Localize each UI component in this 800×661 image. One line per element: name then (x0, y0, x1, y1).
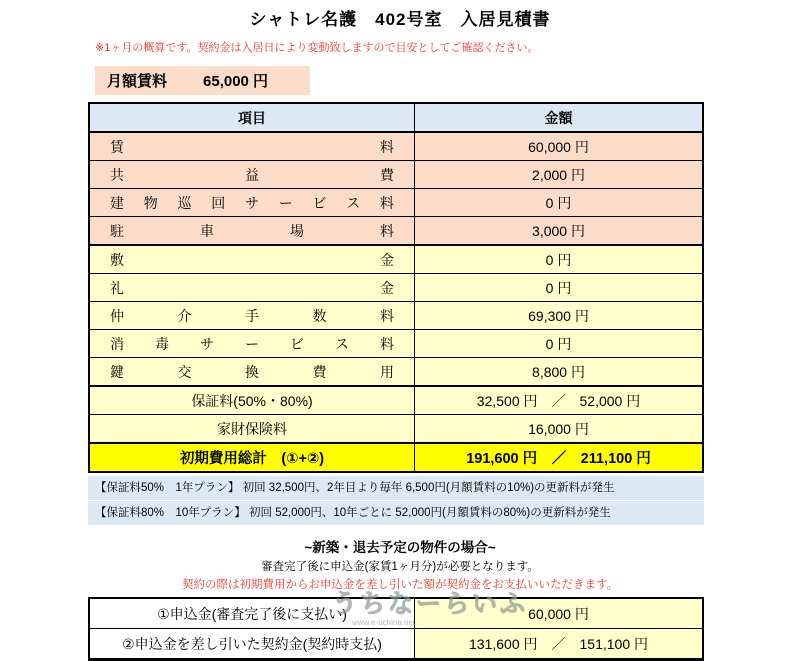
application-fee-label: ①申込金(審査完了後に支払い) (89, 598, 415, 629)
guarantee-note-80: 【保証料80% 10年プラン】 初回 52,000円、10年ごとに 52,000円(月額賃料の80%)の更新料が発生 (88, 501, 704, 525)
table-row-contract-money (89, 629, 703, 660)
item-label: 共益費 (89, 161, 415, 189)
item-label: 家財保険料 (89, 415, 415, 444)
contract-money-amount: 131,600 円 ／ 151,100 円 (415, 629, 704, 660)
amount-value: 0 円 (415, 274, 704, 302)
item-label: 消毒サービス料 (89, 330, 415, 358)
amount-value: 16,000 円 (415, 415, 704, 444)
amount-value: 60,000 円 (415, 132, 704, 161)
section-note-red: 契約の際は初期費用からお申込金を差し引いた額が契約金をお支払いいただきます。 (181, 579, 619, 591)
amount-value: 0 円 (415, 245, 704, 274)
site-watermark-url: www.e-uchina.net (352, 618, 416, 627)
amount-value: 0 円 (415, 330, 704, 358)
monthly-rent-label: 月額賃料 (107, 73, 168, 90)
item-label: 礼金 (89, 274, 415, 302)
table-row-disinfection (89, 330, 703, 358)
column-header-amount: 金額 (415, 103, 704, 132)
table-row-parking (89, 217, 703, 246)
contract-money-label: ②申込金を差し引いた契約金(契約時支払) (89, 629, 415, 660)
table-row-total (89, 443, 703, 472)
amount-value: 0 円 (415, 189, 704, 217)
table-row-deposit (89, 245, 703, 274)
estimate-table-header-row (89, 103, 703, 132)
guarantee-notes-block (88, 476, 704, 525)
disclaimer-note: ※1ヶ月の概算です。契約金は入居日により変動致しますので目安としてご確認ください。 (95, 42, 539, 54)
amount-value: 3,000 円 (415, 217, 704, 246)
item-label: 鍵交換費用 (89, 358, 415, 387)
item-label: 保証料(50%・80%) (89, 386, 415, 415)
table-row-key-exchange (89, 358, 703, 387)
table-row-key-money (89, 274, 703, 302)
monthly-rent-box (95, 66, 310, 95)
column-header-item: 項目 (89, 103, 415, 132)
section-note: 審査完了後に申込金(家賃1ヶ月分)が必要となります。 (261, 561, 539, 573)
table-row-patrol-service (89, 189, 703, 217)
item-label: 建物巡回サービス料 (89, 189, 415, 217)
item-label: 駐車場料 (89, 217, 415, 246)
total-amount: 191,600 円 ／ 211,100 円 (415, 443, 704, 472)
item-label: 賃料 (89, 132, 415, 161)
table-row-agency-fee (89, 302, 703, 330)
amount-value: 2,000 円 (415, 161, 704, 189)
guarantee-note-50: 【保証料50% 1年プラン】 初回 32,500円、2年目より毎年 6,500円(月額賃料の10%)の更新料が発生 (88, 476, 704, 500)
amount-value: 8,800 円 (415, 358, 704, 387)
table-row-application-fee (89, 598, 703, 629)
amount-value: 32,500 円 ／ 52,000 円 (415, 386, 704, 415)
table-row-rent (89, 132, 703, 161)
estimate-table (88, 102, 704, 473)
table-row-insurance (89, 415, 703, 444)
total-label: 初期費用総計 (①+②) (89, 443, 415, 472)
application-fee-amount: 60,000 円 (415, 598, 704, 629)
item-label: 仲介手数料 (89, 302, 415, 330)
table-row-common-fee (89, 161, 703, 189)
page-title: シャトレ名護 402号室 入居見積書 (249, 10, 551, 29)
site-watermark: うちなーらいふ (332, 590, 529, 618)
application-table (88, 597, 704, 661)
section-heading: ~新築・退去予定の物件の場合~ (304, 540, 496, 555)
table-row-guarantee-fee (89, 386, 703, 415)
item-label: 敷金 (89, 245, 415, 274)
amount-value: 69,300 円 (415, 302, 704, 330)
monthly-rent-value: 65,000 円 (203, 73, 269, 90)
